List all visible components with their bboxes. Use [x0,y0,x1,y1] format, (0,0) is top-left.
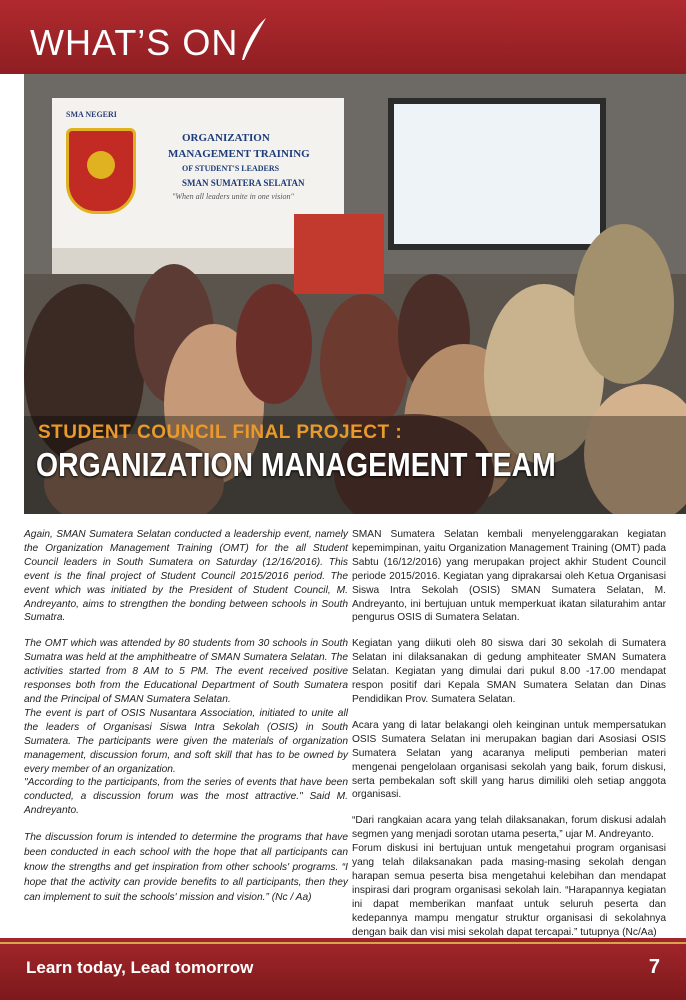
article-indonesian-column [352,528,666,951]
english-paragraph-4: "According to the participants, from the series of events that have been conducted, a discussion forum was the most attractive." Said M. Andreyanto. [24,777,348,817]
footer-divider [0,942,686,944]
footer-tagline: Learn today, Lead tomorrow [26,958,254,977]
indonesian-paragraph-3: Acara yang di latar belakangi oleh keinginan untuk mempersatukan OSIS Sumatera Selatan ini merupakan bagian dari Asosiasi OSIS Sumatera Selatan yang acaranya meliputi pemberian materi mengenai pengelolaan organisasi sekolah yang baik, forum diskusi, serta pembekalan soft skill yang harus dimiliki oleh setiap anggota organisasi. [352,719,666,801]
headline-title: ORGANIZATION MANAGEMENT TEAM [36,446,556,483]
indonesian-paragraph-1: SMAN Sumatera Selatan kembali menyelenggarakan kegiatan kepemimpinan, yaitu Organization Management Training (OMT) pada Sabtu (16/12/2016) yang merupakan project akhir Student Council periode 2015/2016. Kegiatan yang diprakarsai oleh Ketua Organisasi Siswa Intra Sekolah (OSIS) SMAN Sumatera Selatan, M. Andreyanto, ini bertujuan untuk memperkuat ikatan silaturahim antar pengurus OSIS di Sumatera Selatan. [352,529,666,624]
english-paragraph-2: The OMT which was attended by 80 students from 30 schools in South Sumatra was held at the amphitheatre of SMAN Sumatera Selatan. The activities started from 8 AM to 5 PM. The event received positive responses both from the Educational Department of South Sumatera and the Principal of SMAN Sumatera Selatan. [24,638,348,705]
page-number: 7 [648,956,660,978]
quill-icon [238,16,268,64]
banner-title-line1: ORGANIZATION [182,132,270,144]
indonesian-paragraph-2: Kegiatan yang diikuti oleh 80 siswa dari 30 sekolah di Sumatera Selatan ini dilaksanakan di gedung amphiteater SMAN Sumatera Selatan. Kegiatan yang dimulai dari pukul 8.00 -17.00 mendapat respon positif dari Kepala SMAN Sumatera Selatan dan Dinas Pendidikan Prov. Sumatera Selatan. [352,638,666,705]
article-english-column [24,528,348,917]
banner-crest-label: SMA NEGERI [66,110,117,119]
banner-motto: "When all leaders unite in one vision" [172,192,294,201]
banner-title-line3: OF STUDENT'S LEADERS [182,164,280,173]
english-paragraph-1: Again, SMAN Sumatera Selatan conducted a leadership event, namely the Organization Management Training (OMT) for the all Student Council leaders in South Sumatera on Saturday (12/16/2016). This event is the final project of Student Council 2015/2016 period. The event which was initiated by the President of Student Council, M. Andreyanto, aims to strengthen the bonding between schools in South Sumatra. [24,529,348,624]
indonesian-paragraph-4: “Dari rangkaian acara yang telah dilaksanakan, forum diskusi adalah segmen yang menjadi sorotan utama peserta,” ujar M. Andreyanto. [352,815,666,841]
section-title: WHAT’S ON [30,22,239,63]
page-footer [0,938,686,1000]
banner-title-line2: MANAGEMENT TRAINING [168,148,310,160]
english-paragraph-5: The discussion forum is intended to determine the programs that have been conducted in each school with the hope that all participants can know the strengths and get inspiration from other schools' programs. “I hope that the activity can provide benefits to all participants, then they can implement to suit the schools' mission and vision.” (Nc / Aa) [24,832,348,904]
english-paragraph-3: The event is part of OSIS Nusantara Association, initiated to unite all the leaders of Organisasi Siswa Intra Sekolah (OSIS) in South Sumatera. The participants were given the materials of organization management, discussion forum, and soft skill that has to be owned by every member of an organization. [24,707,348,775]
indonesian-paragraph-5: Forum diskusi ini bertujuan untuk mengetahui program organisasi yang telah dilaksanakan pada masing-masing sekolah dengan harapan semua peserta bisa mengetahui kelebihan dan mendapat inspirasi dari program organisasi sekolah lain. “Harapannya kegiatan ini dapat memberikan manfaat untuk seluruh peserta dan kedepannya mampu mengatur struktur organisasi di sekolahnya dengan baik dan visi misi sekolah dapat tercapai.” tutupnya (Nc/Aa) [352,843,666,938]
article-headline [24,418,686,488]
headline-kicker: STUDENT COUNCIL FINAL PROJECT : [38,422,403,443]
page-header [0,0,686,74]
banner-school: SMAN SUMATERA SELATAN [182,178,305,188]
